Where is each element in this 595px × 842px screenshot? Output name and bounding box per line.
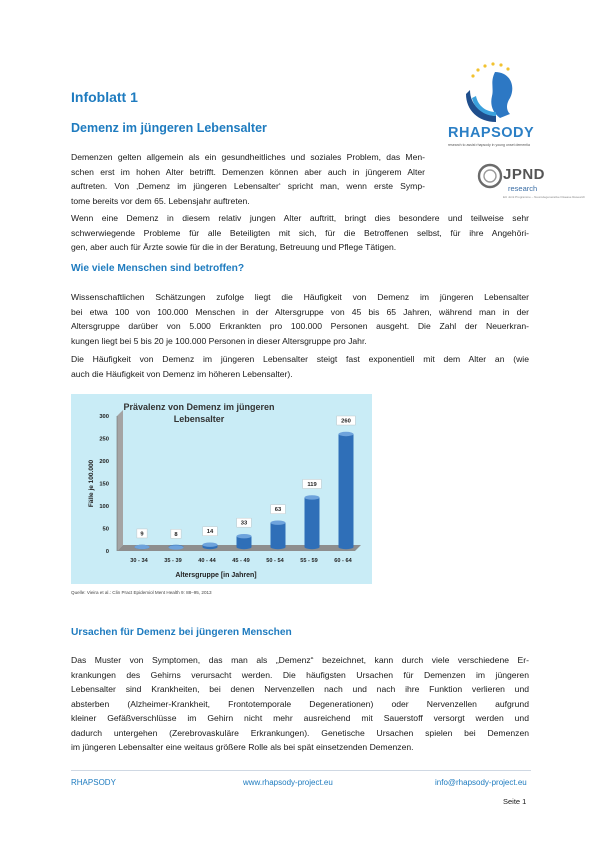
bar-top [169, 545, 184, 549]
text-line: Wissenschaftlichen Schätzungen zufolge liegt die Häufigkeit von Demenz im jüngeren Lebensalter [71, 292, 529, 302]
y-axis-label: Fälle je 100.000 [88, 459, 95, 508]
text-line: kleiner Gefäßverschlüsse im Gehirn nicht mehr ausreichend mit Sauerstoff versorgt werden und [71, 713, 529, 723]
text-line: absterben (Alzheimer-Krankheit, Frontotemporale Degenerationen) oder Nervenzellen aufgrund [71, 698, 529, 709]
bar-base [271, 545, 286, 549]
bar-top [271, 520, 286, 524]
jpnd-tagline: EU Joint Programme – Neurodegenerative Disease Research [503, 195, 586, 199]
x-tick-label: 45 - 49 [232, 558, 250, 564]
bar-top [305, 495, 320, 499]
data-label: 14 [206, 529, 214, 536]
causes-paragraph [71, 653, 529, 755]
text-line: gen, aber auch für Ärzte sowie für die in der Beratung, Betreuung und Pflege Tätigen. [71, 242, 397, 252]
jpnd-subtitle: research [508, 184, 538, 193]
jpnd-wordmark: JPND [503, 166, 546, 183]
rhapsody-wordmark: RHAPSODY [448, 125, 535, 141]
growth-paragraph [71, 352, 529, 381]
bar-base [237, 545, 252, 549]
y-tick-label: 250 [99, 436, 109, 443]
impact-paragraph [71, 211, 529, 255]
data-label: 119 [307, 481, 317, 488]
text-line: Das Muster von Symptomen, das man als „Demenz“ bezeichnet, kann durch viele verschiedene Er- [71, 655, 529, 665]
x-axis-label: Altersgruppe [in Jahren] [175, 572, 257, 579]
chart-title-line: Prävalenz von Demenz im jüngeren [123, 402, 275, 412]
prevalence-paragraph [71, 290, 529, 348]
x-tick-label: 35 - 39 [164, 558, 182, 564]
x-tick-label: 60 - 64 [334, 558, 352, 564]
text-line: kungen liegt bei 5 bis 20 je 100.000 Personen in dieser Altersgruppe pro Jahr. [71, 335, 367, 346]
text-line: auftreten. Von ‚Demenz im jüngeren Lebensalter‘ spricht man, wenn erste Symp- [71, 181, 425, 191]
intro-paragraph [71, 150, 425, 208]
bar-55-59 [305, 497, 320, 547]
rhapsody-tagline: research to assist rhapsody in young onset dementia [448, 143, 530, 147]
chart-title-line: Lebensalter [173, 414, 225, 424]
text-line: Lebensalter sind Krankheiten, bei denen Nervenzellen nach und nach ihre Funktion verlieren und [71, 684, 529, 694]
chart-side-wall [117, 410, 123, 551]
bar-top [237, 534, 252, 538]
data-label: 8 [174, 531, 178, 538]
x-tick-label: 50 - 54 [266, 558, 284, 564]
bar-top [135, 545, 150, 549]
footer-divider [71, 770, 531, 771]
bar-60-64 [339, 434, 354, 547]
data-label: 9 [140, 531, 144, 538]
prevalence-chart [71, 394, 372, 584]
x-tick-label: 40 - 44 [198, 558, 216, 564]
data-label: 63 [274, 507, 282, 514]
y-tick-label: 0 [105, 549, 109, 555]
section-heading-causes: Ursachen für Demenz bei jüngeren Menschen [71, 627, 292, 638]
text-line: Demenzen gelten allgemein als ein gesundheitliches und soziales Problem, das Men- [71, 152, 425, 162]
page-subtitle: Demenz im jüngeren Lebensalter [71, 121, 267, 135]
footer-project-name: RHAPSODY [71, 778, 116, 787]
y-tick-label: 150 [99, 481, 109, 488]
text-line: schwerwiegende Probleme für alle Beteiligten mit sich, für die Betroffenen selbst, für ihre Angehöri- [71, 227, 529, 238]
bar-base [305, 545, 320, 549]
data-label: 33 [240, 520, 248, 527]
text-line: krankungen des Gehirns verursacht werden. Die häufigsten Ursachen für Demenzen im jüngeren [71, 669, 529, 680]
y-tick-label: 200 [99, 459, 109, 465]
bar-top [203, 543, 218, 547]
y-tick-label: 50 [102, 526, 109, 533]
x-tick-label: 30 - 34 [130, 558, 148, 564]
text-line: dadurch untergehen (Zerebrovaskuläre Erkrankungen). Genetische Ursachen spielen bei Demenzen [71, 727, 529, 738]
data-label: 260 [341, 418, 351, 425]
footer-website-link[interactable]: www.rhapsody-project.eu [243, 778, 333, 787]
text-line: im jüngeren Lebensalter eine weitaus größere Rolle als bei spät einsetzenden Demenzen. [71, 742, 414, 752]
bar-50-54 [271, 523, 286, 547]
bar-base [339, 545, 354, 549]
x-tick-label: 55 - 59 [300, 558, 318, 564]
page-number: Seite 1 [503, 797, 527, 806]
y-tick-label: 300 [99, 414, 109, 420]
bar-top [339, 432, 354, 436]
y-tick-label: 100 [99, 504, 109, 510]
text-line: schen erst im hohen Alter betrifft. Demenzen können aber auch in jüngerem Alter [71, 166, 425, 177]
text-line: bei etwa 100 von 100.000 Menschen in der Altersgruppe von 45 bis 65 Jahren, während man in der [71, 306, 529, 317]
text-line: auch die Häufigkeit von Demenz im höheren Lebensalter). [71, 368, 293, 379]
footer-email-link[interactable]: info@rhapsody-project.eu [435, 778, 527, 787]
text-line: tome bereits vor dem 65. Lebensjahr auftreten. [71, 195, 250, 206]
text-line: Wenn eine Demenz in diesem relativ jungen Alter auftritt, bringt dies besondere und teilweise sehr [71, 213, 529, 223]
section-heading-prevalence: Wie viele Menschen sind betroffen? [71, 263, 245, 274]
chart-source: Quelle: Vieira et al.: Clin Pract Epidemiol Ment Health 9: 88–95, 2013 [71, 590, 212, 595]
page-title: Infoblatt 1 [71, 89, 138, 105]
text-line: Altersgruppe darüber von 5.000 Erkrankten pro 100.000 Personen ausgeht. Die Zahl der Neuerkran- [71, 321, 529, 331]
text-line: Die Häufigkeit von Demenz im jüngeren Lebensalter steigt fast exponentiell mit dem Alter an (wie [71, 354, 529, 364]
